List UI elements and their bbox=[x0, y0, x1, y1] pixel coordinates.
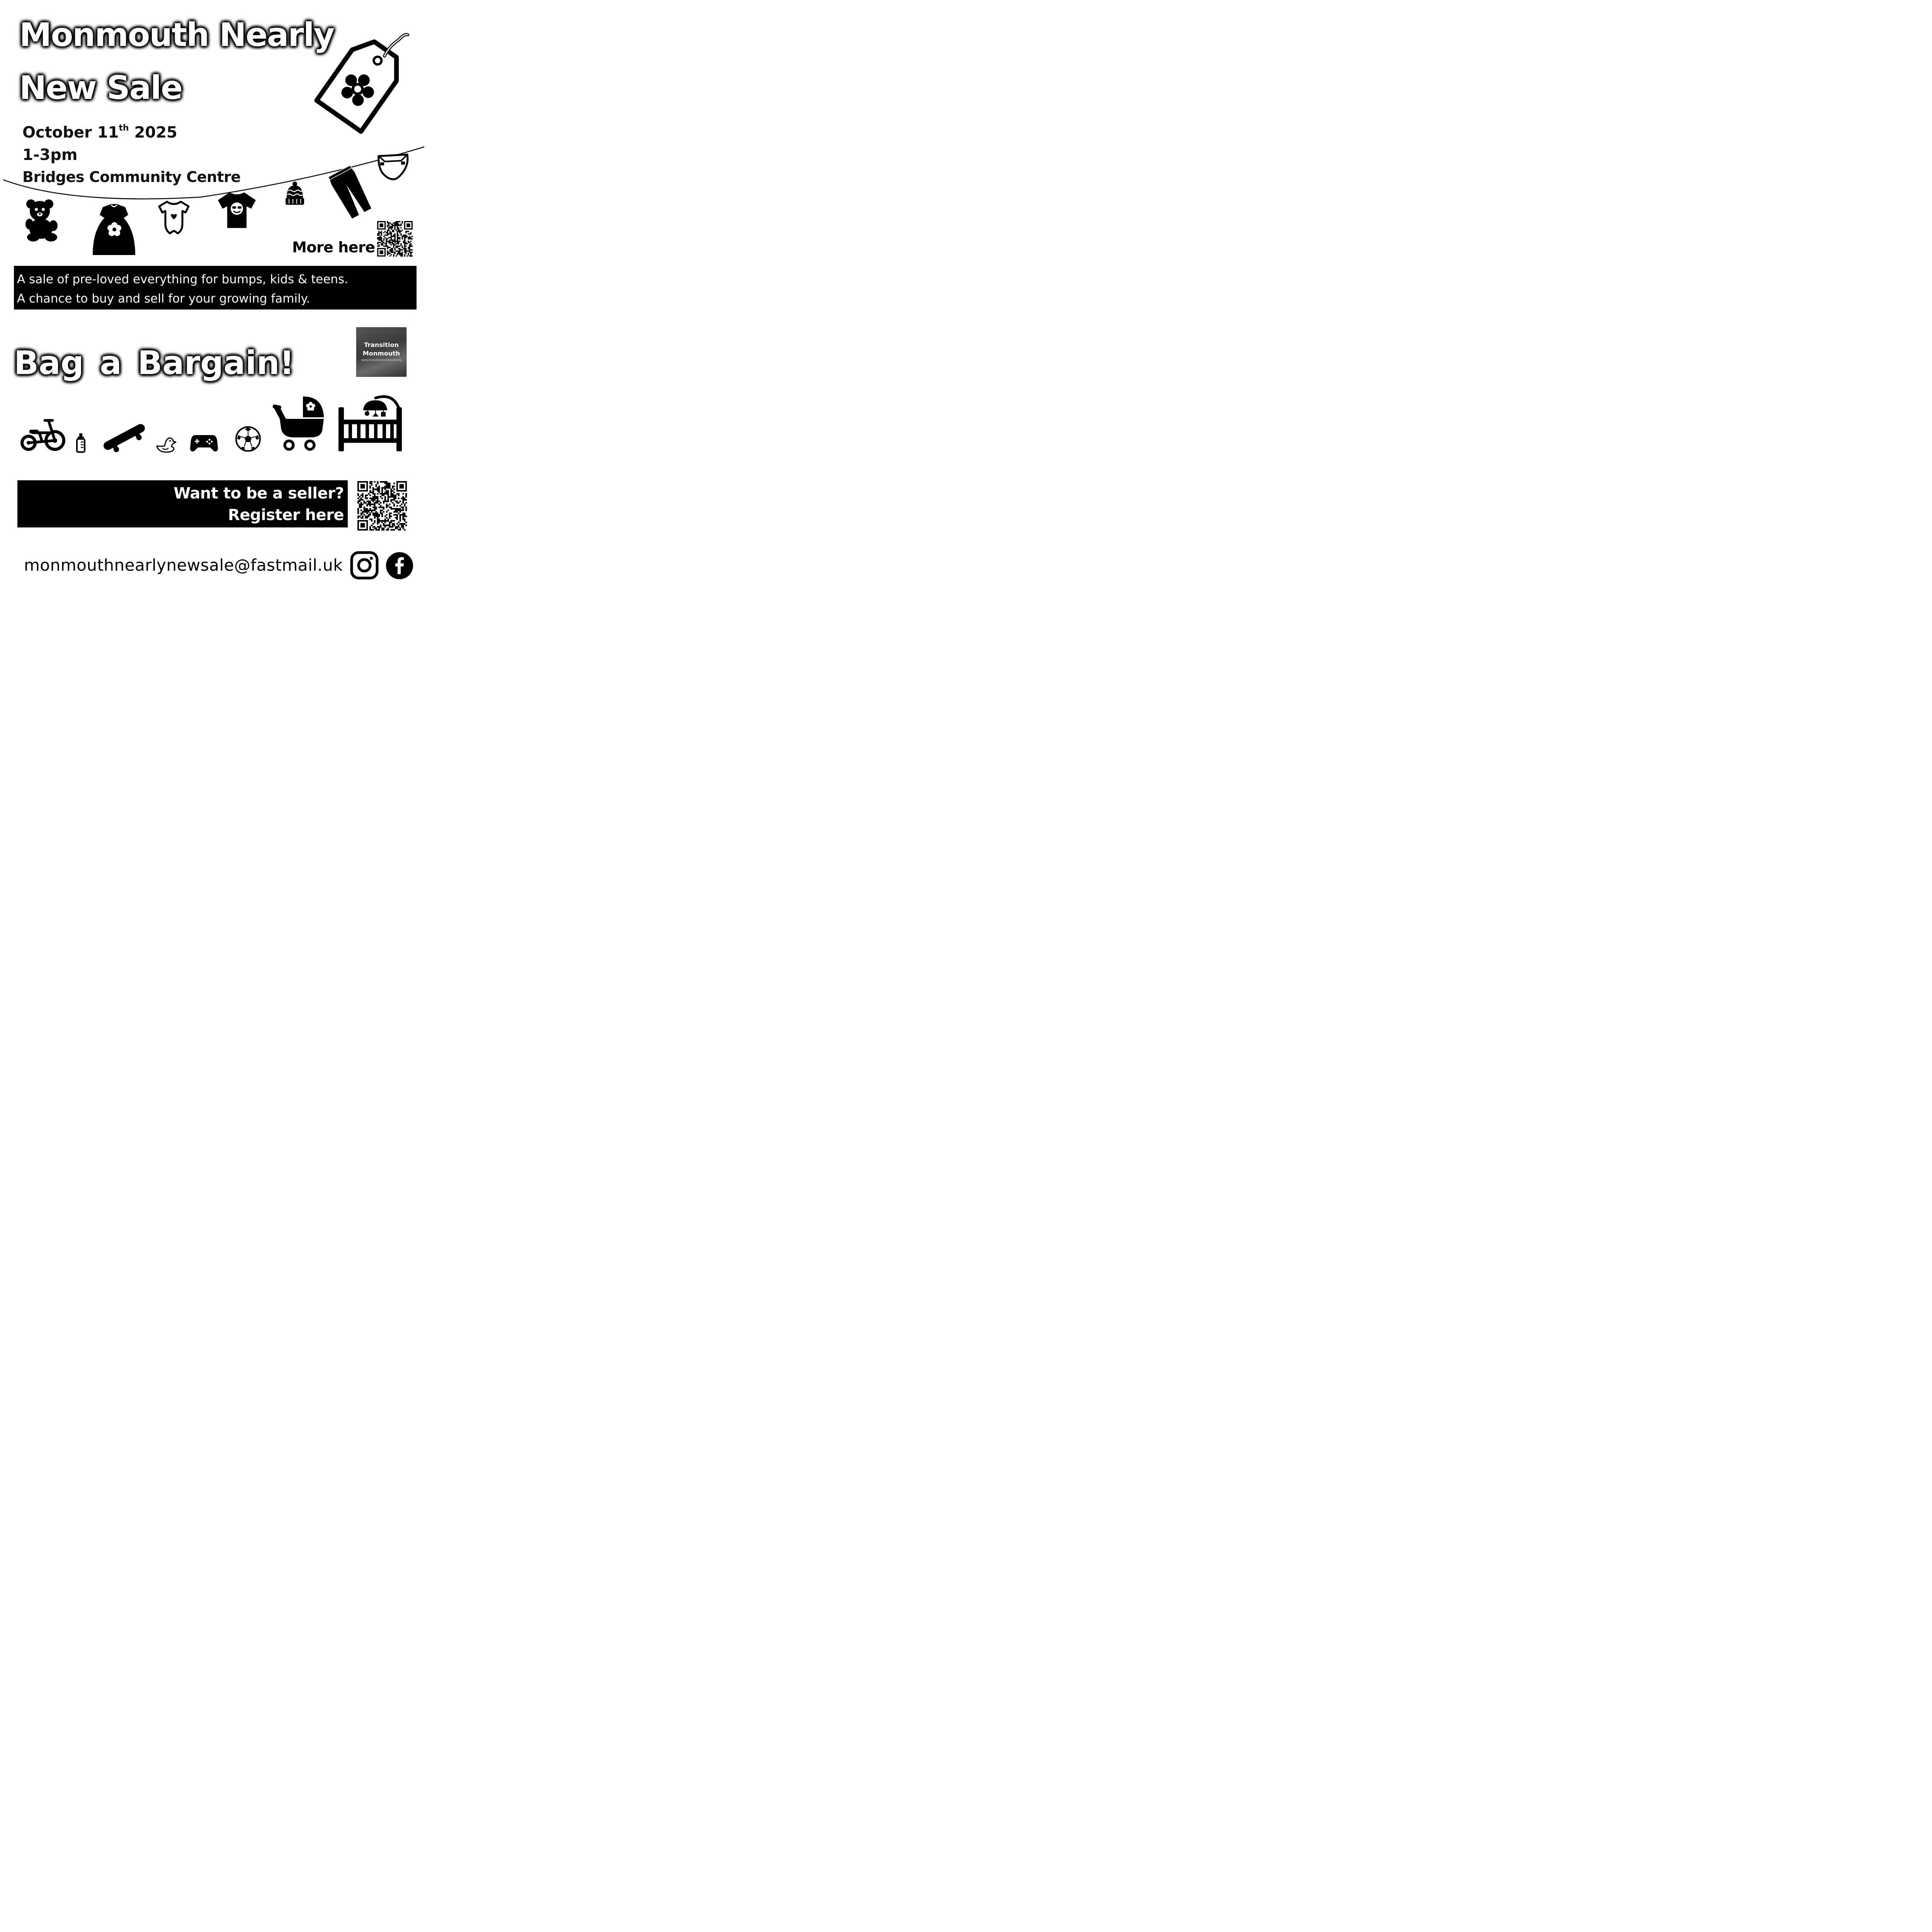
event-time: 1-3pm bbox=[22, 146, 78, 164]
trousers-icon bbox=[327, 165, 373, 219]
event-venue: Bridges Community Centre bbox=[22, 168, 241, 185]
teddy-bear-icon bbox=[26, 199, 59, 242]
game-controller-icon bbox=[190, 434, 218, 453]
title-line-2: New Sale bbox=[19, 69, 182, 107]
nappy-icon bbox=[376, 152, 410, 182]
transition-monmouth-logo bbox=[356, 327, 406, 377]
baby-onesie-icon bbox=[158, 200, 190, 235]
pram-icon bbox=[272, 395, 325, 452]
logo-url: www.transitionmonmouth.org bbox=[361, 359, 402, 362]
description-line-1: A sale of pre-loved everything for bumps, kids & teens. bbox=[17, 272, 348, 286]
logo-line-1: Transition bbox=[364, 341, 399, 349]
slogan: Bag a Bargain! bbox=[14, 344, 294, 382]
event-date: October 11th 2025 bbox=[22, 123, 177, 141]
cot-icon bbox=[337, 393, 403, 452]
description-banner bbox=[14, 266, 417, 310]
title-line-1: Monmouth Nearly bbox=[19, 16, 334, 54]
qr-code-seller-registration[interactable] bbox=[357, 481, 407, 531]
skateboard-icon bbox=[101, 421, 147, 452]
rubber-duck-icon bbox=[155, 437, 177, 453]
tshirt-icon bbox=[217, 192, 257, 229]
logo-line-2: Monmouth bbox=[362, 350, 400, 357]
baby-bottle-icon bbox=[75, 433, 87, 453]
description-line-2: A chance to buy and sell for your growing family. bbox=[17, 292, 310, 306]
seller-register-link[interactable]: Register here bbox=[228, 506, 344, 524]
price-tag-flower-icon bbox=[313, 27, 413, 131]
more-here-label: More here bbox=[292, 239, 375, 256]
contact-email[interactable]: monmouthnearlynewsale@fastmail.uk bbox=[24, 556, 343, 575]
woolly-hat-icon bbox=[284, 181, 305, 206]
facebook-icon[interactable] bbox=[386, 552, 413, 580]
tricycle-icon bbox=[20, 417, 66, 453]
seller-line-1: Want to be a seller? bbox=[173, 485, 344, 502]
qr-code-more-info[interactable] bbox=[377, 221, 413, 257]
football-icon bbox=[235, 426, 261, 452]
instagram-icon[interactable] bbox=[350, 551, 379, 580]
seller-banner bbox=[17, 480, 348, 527]
dress-icon bbox=[92, 203, 136, 256]
